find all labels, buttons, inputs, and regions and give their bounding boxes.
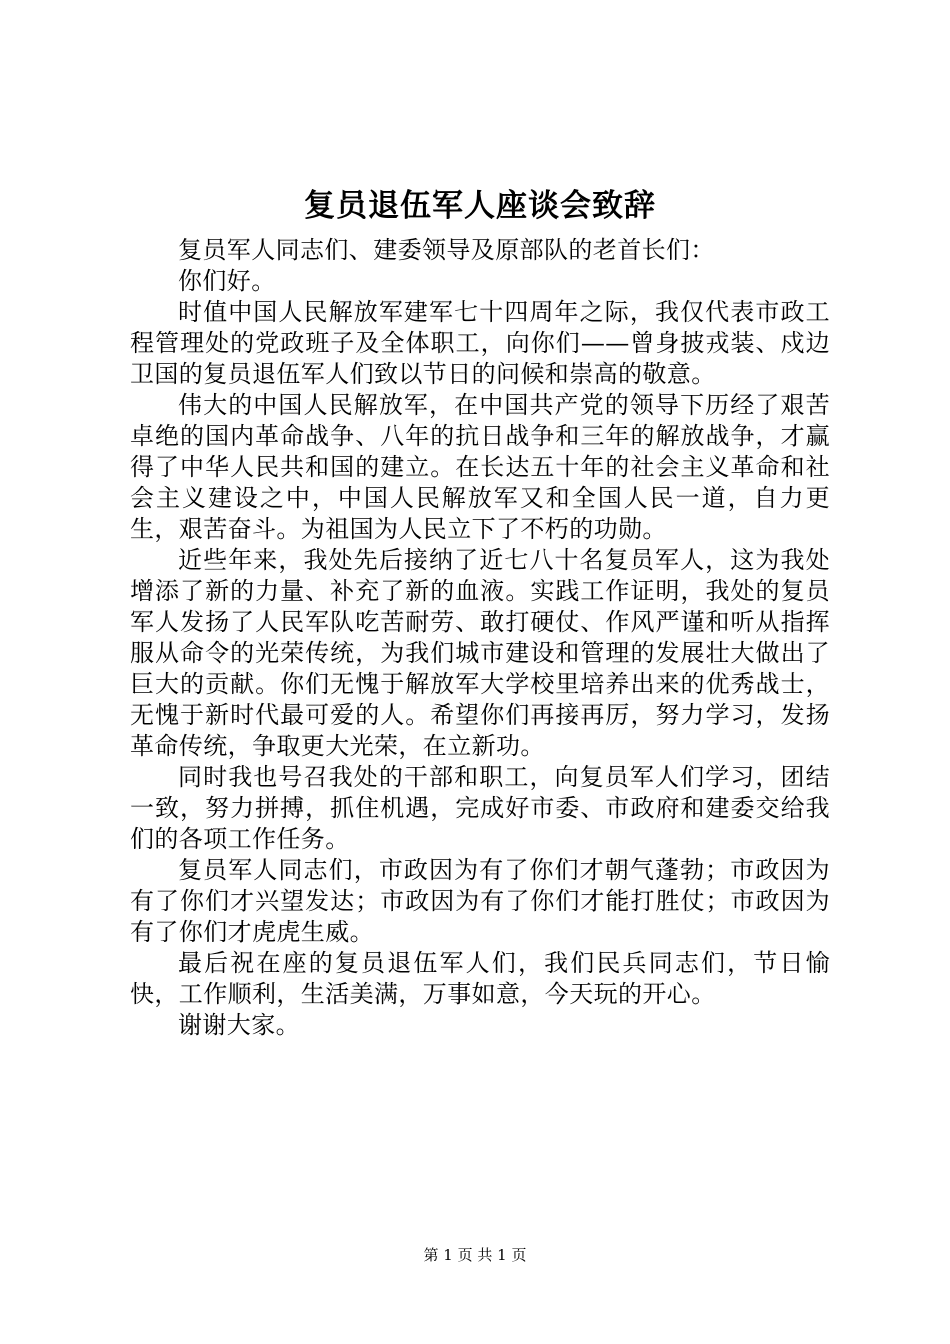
thanks-paragraph: 谢谢大家。 <box>178 1011 300 1039</box>
body-paragraph: 近些年来，我处先后接纳了近七八十名复员军人，这为我处增添了新的力量、补充了新的血液。实践工作证明，我处的复员军人发扬了人民军队吃苦耐劳、敢打硬仗、作风严谨和听从指挥服从命令的光荣传统，为我们城市建设和管理的发展壮大做出了巨大的贡献。你们无愧于解放军大学校里培养出来的优秀战士，无愧于新时代最可爱的人。希望你们再接再厉，努力学习，发扬革命传统，争取更大光荣，在立新功。 <box>130 546 830 760</box>
body-paragraph: 伟大的中国人民解放军，在中国共产党的领导下历经了艰苦卓绝的国内革命战争、八年的抗日战争和三年的解放战争，才赢得了中华人民共和国的建立。在长达五十年的社会主义革命和社会主义建设之中，中国人民解放军又和全国人民一道，自力更生，艰苦奋斗。为祖国为人民立下了不朽的功勋。 <box>130 391 830 543</box>
body-paragraph: 复员军人同志们，市政因为有了你们才朝气蓬勃；市政因为有了你们才兴望发达；市政因为有了你们才能打胜仗；市政因为有了你们才虎虎生威。 <box>130 856 830 946</box>
document-body <box>130 235 830 1041</box>
salutation-paragraph: 复员军人同志们、建委领导及原部队的老首长们： <box>178 236 715 264</box>
page-footer: 第 1 页 共 1 页 <box>423 1246 527 1264</box>
closing-paragraph: 最后祝在座的复员退伍军人们，我们民兵同志们，节日愉快，工作顺利，生活美满，万事如意，今天玩的开心。 <box>130 949 830 1008</box>
document-title: 复员退伍军人座谈会致辞 <box>304 188 656 224</box>
greeting-paragraph: 你们好。 <box>178 267 276 295</box>
body-paragraph: 时值中国人民解放军建军七十四周年之际，我仅代表市政工程管理处的党政班子及全体职工，向你们——曾身披戎装、戍边卫国的复员退伍军人们致以节日的问候和崇高的敬意。 <box>130 298 830 388</box>
body-paragraph: 同时我也号召我处的干部和职工，向复员军人们学习，团结一致，努力拼搏，抓住机遇，完成好市委、市政府和建委交给我们的各项工作任务。 <box>130 763 830 853</box>
